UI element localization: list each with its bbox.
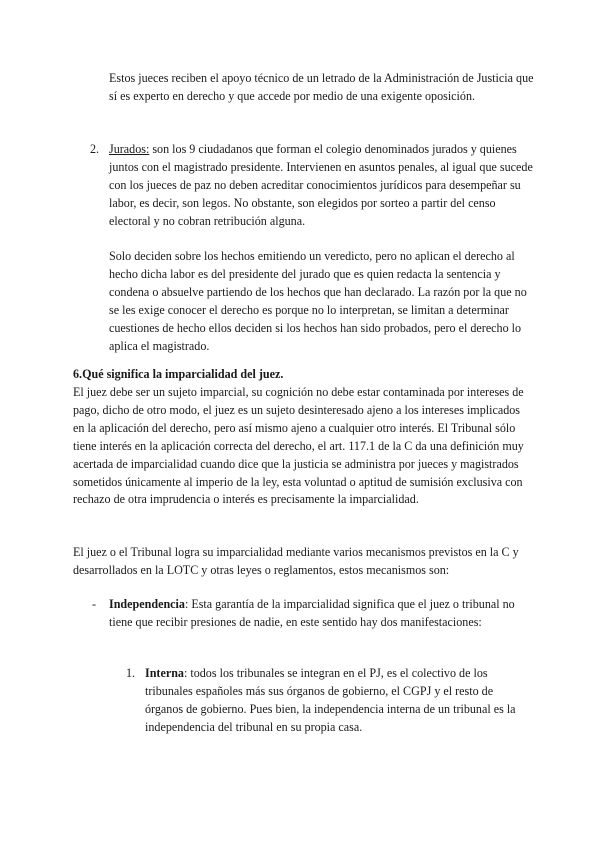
list-item-independencia	[109, 596, 529, 632]
term-jurados: Jurados:	[109, 142, 150, 156]
list-number-1: 1.	[126, 666, 136, 680]
list-item-interna	[145, 665, 530, 737]
paragraph-letrado-support: Estos jueces reciben el apoyo técnico de un letrado de la Administración de Justicia que sí es experto en derecho y que accede por medio de una exigente oposición.	[109, 71, 534, 103]
independencia-definition: : Esta garantía de la imparcialidad significa que el juez o tribunal no tiene que recibir presiones de nadie, en este sentido hay dos manifestaciones:	[109, 597, 515, 629]
section-heading-imparcialidad: 6.Qué significa la imparcialidad del juez.	[73, 367, 284, 381]
list-item-jurados	[109, 141, 534, 231]
paragraph-imparcialidad-definition: El juez debe ser un sujeto imparcial, su cognición no debe estar contaminada por intereses de pago, dicho de otro modo, el juez es un sujeto desinteresado ajeno a los intereses implicados en la aplicación del derecho, pero así mismo ajeno a cualquier otro interés. El Tribunal sólo tiene interés en la aplicación correcta del derecho, el art. 117.1 de la C da una definición muy acertada de imparcialidad cuando dice que la justicia se administra por jueces y magistrados sometidos únicamente al imperio de la ley, esta voluntad o aptitud de sumisión exclusiva con rechazo de otra imprudencia o interés es precisamente la imparcialidad.	[73, 385, 524, 507]
paragraph-mecanismos: El juez o el Tribunal logra su imparcialidad mediante varios mecanismos previstos en la C y desarrollados en la LOTC y otras leyes o reglamentos, estos mecanismos son:	[73, 545, 519, 577]
term-interna: Interna	[145, 666, 184, 680]
bullet-marker: -	[92, 597, 97, 611]
term-independencia: Independencia	[109, 597, 185, 611]
paragraph-veredicto: Solo deciden sobre los hechos emitiendo un veredicto, pero no aplican el derecho al hecho dicha labor es del presidente del jurado que es quien redacta la sentencia y condena o absuelve partiendo de los hechos que han declarado. La razón por la que no se les exige conocer el derecho es porque no lo interpretan, se limitan a determinar cuestiones de hecho ellos deciden si los hechos han sido probados, pero el derecho lo aplica el magistrado.	[109, 249, 527, 353]
interna-definition: : todos los tribunales se integran en el PJ, es el colectivo de los tribunales españoles más sus órganos de gobierno, el CGPJ y el resto de órganos de gobierno. Pues bien, la independencia interna de un tribunal es la independencia del tribunal en su propia casa.	[145, 666, 516, 734]
list-number-2: 2.	[90, 142, 100, 156]
jurados-definition: son los 9 ciudadanos que forman el colegio denominados jurados y quienes juntos con el magistrado presidente. Intervienen en asuntos penales, al igual que sucede con los jueces de paz no deben acreditar conocimientos jurídicos para desempeñar su labor, es decir, son legos. No obstante, son elegidos por sorteo a partir del censo electoral y no cobran retribución alguna.	[109, 142, 533, 228]
